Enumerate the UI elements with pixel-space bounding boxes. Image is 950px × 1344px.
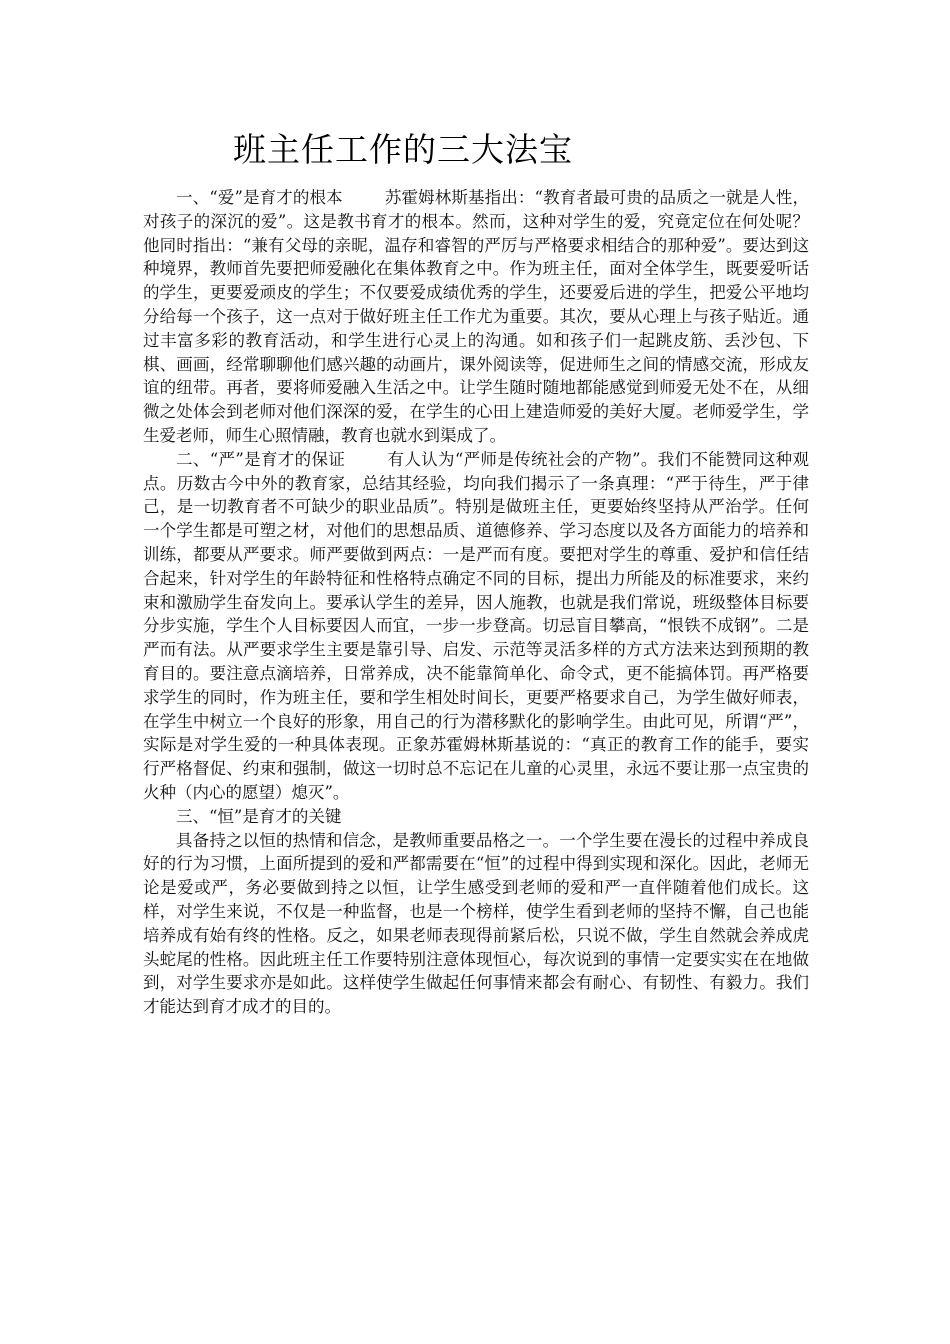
document-page: [143, 128, 809, 1019]
document-title: 班主任工作的三大法宝: [233, 130, 573, 169]
section-strict: [143, 448, 809, 805]
section-persist-body: 具备持之以恒的热情和信念，是教师重要品格之一。一个学生要在漫长的过程中养成良好的行为习惯，上面所提到的爱和严都需要在“恒”的过程中得到实现和深化。因此，老师无论是爱或严，务必要做到持之以恒，让学生感受到老师的爱和严一直伴随着他们成长。这样，对学生来说，不仅是一种监督，也是一个榜样，使学生看到老师的坚持不懈，自己也能培养成有始有终的性格。反之，如果老师表现得前紧后松，只说不做，学生自然就会养成虎头蛇尾的性格。因此班主任工作要特别注意体现恒心，每次说到的事情一定要实实在在地做到，对学生要求亦是如此。这样使学生做起任何事情来都会有耐心、有韧性、有毅力。我们才能达到育才成才的目的。: [143, 830, 809, 1017]
section-love-heading: 一、“爱”是育才的根本: [176, 188, 343, 207]
section-love-body: 苏霍姆林斯基指出：“教育者最可贵的品质之一就是人性，对孩子的深沉的爱”。这是教书育才的根本。然而，这种对学生的爱，究竟定位在何处呢？他同时指出：“兼有父母的亲昵，温存和睿智的严厉与严格要求相结合的那种爱”。要达到这种境界，教师首先要把师爱融化在集体教育之中。作为班主任，面对全体学生，既要爱听话的学生，更要爱顽皮的学生；不仅要爱成绩优秀的学生，还要爱后进的学生，把爱公平地均分给每一个孩子，这一点对于做好班主任工作尤为重要。其次，要从心理上与孩子贴近。通过丰富多彩的教育活动，和学生进行心灵上的沟通。如和孩子们一起跳皮筋、丢沙包、下棋、画画，经常聊聊他们感兴趣的动画片，课外阅读等，促进师生之间的情感交流，形成友谊的纽带。再者，要将师爱融入生活之中。让学生随时随地都能感觉到师爱无处不在，从细微之处体会到老师对他们深深的爱，在学生的心田上建造师爱的美好大厦。老师爱学生，学生爱老师，师生心照情融，教育也就水到渠成了。: [143, 188, 809, 445]
section-strict-heading: 二、“严”是育才的保证: [176, 449, 346, 469]
section-strict-body: 有人认为“严师是传统社会的产物”。我们不能赞同这种观点。历数古今中外的教育家，总结其经验，均向我们揭示了一条真理：“严于待生，严于律己，是一切教育者不可缺少的职业品质”。特别是做班主任，更要始终坚持从严治学。任何一个学生都是可塑之材，对他们的思想品质、道德修养、学习态度以及各方面能力的培养和训练，都要从严要求。师严要做到两点：一是严而有度。要把对学生的尊重、爱护和信任结合起来，针对学生的年龄特征和性格特点确定不同的目标，提出力所能及的标准要求，来约束和激励学生奋发向上。要承认学生的差异，因人施教，也就是我们常说，班级整体目标要分步实施，学生个人目标要因人而宜，一步一步登高。切忌盲目攀高，“恨铁不成钢”。二是严而有法。从严要求学生主要是靠引导、启发、示范等灵活多样的方式方法来达到预期的教育目的。要注意点滴培养，日常养成，决不能靠简单化、命令式，更不能搞体罚。再严格要求学生的同时，作为班主任，要和学生相处时间长，更要严格要求自己，为学生做好师表，在学生中树立一个良好的形象，用自己的行为潜移默化的影响学生。由此可见，所谓“严”，实际是对学生爱的一种具体表现。正象苏霍姆林斯基说的：“真正的教育工作的能手，要实行严格督促、约束和强制，做这一切时总不忘记在儿童的心灵里，永远不要让那一点宝贵的火种（内心的愿望）熄灭”。: [143, 449, 810, 802]
section-persist-heading: 三、“恒”是育才的关键: [176, 806, 342, 826]
section-love: [143, 186, 809, 448]
